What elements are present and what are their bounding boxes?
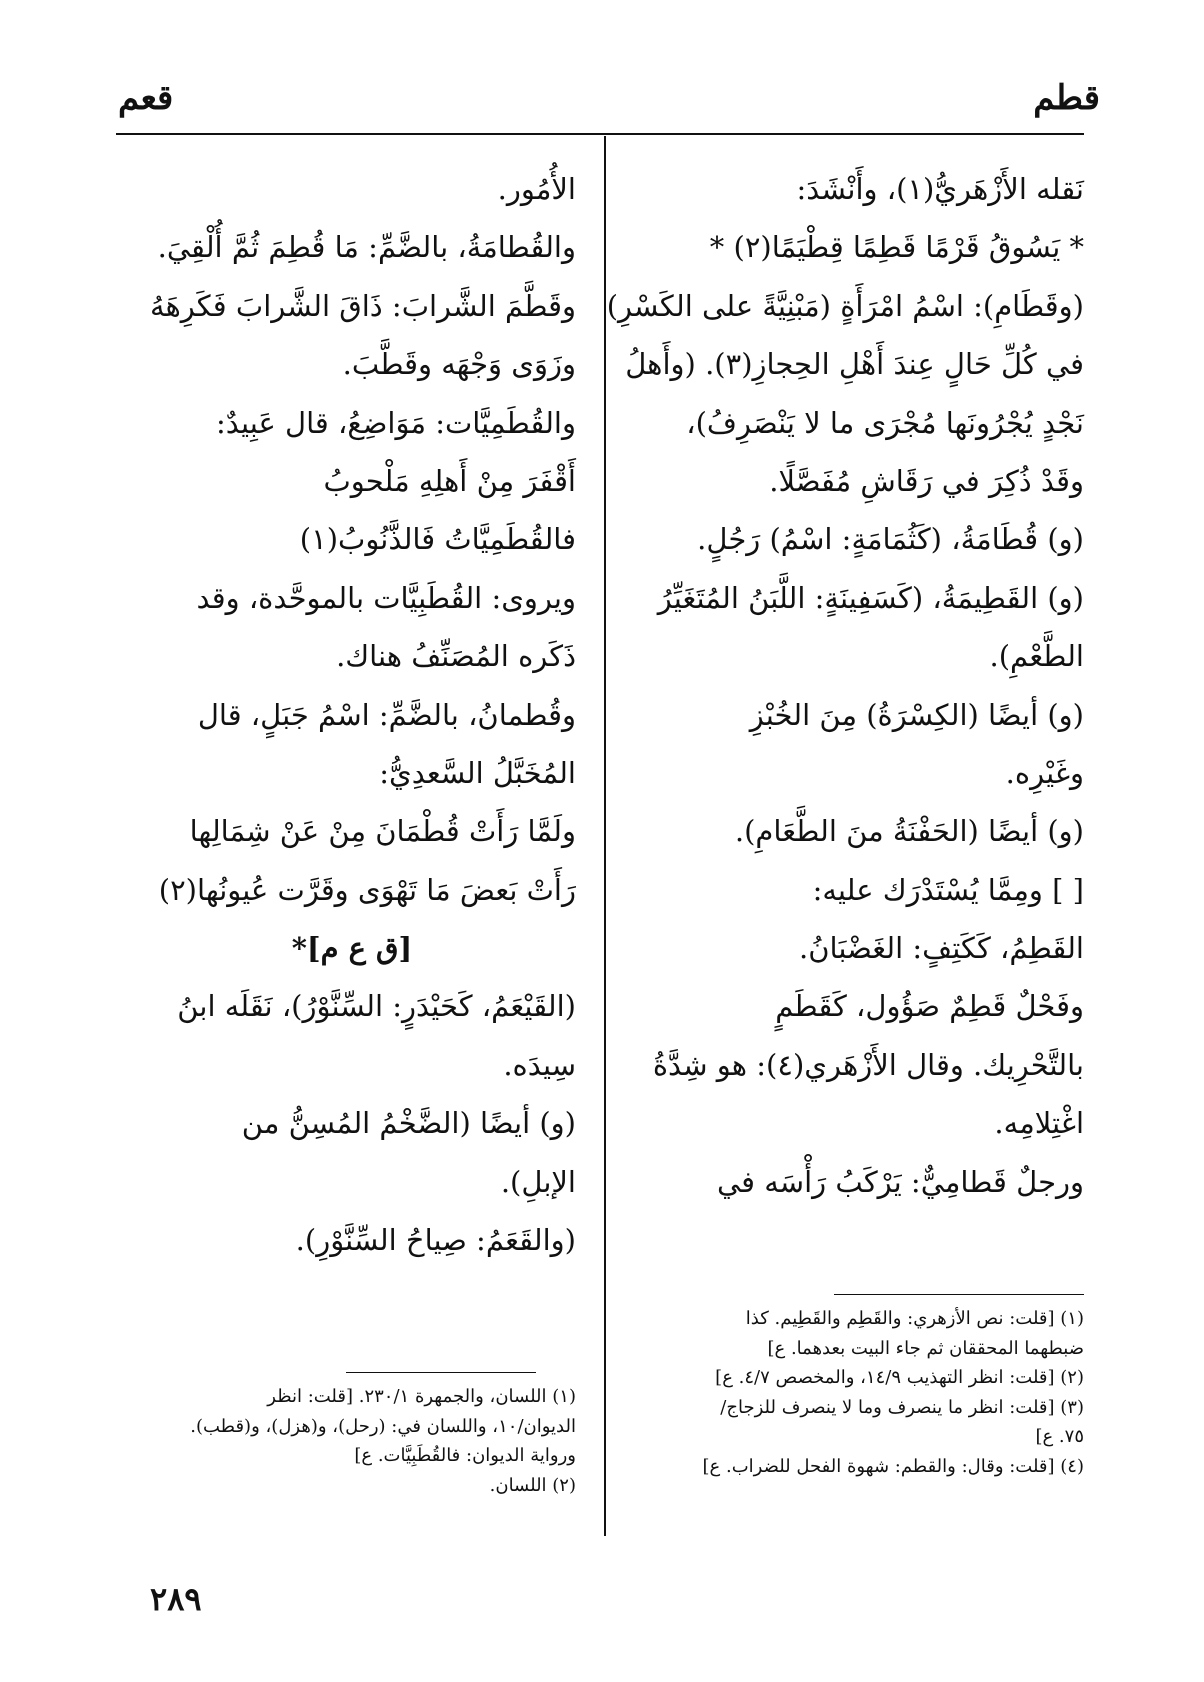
footnotes-right — [636, 1304, 1084, 1482]
text-line: [ ] ومِمَّا يُسْتَدْرَك عليه: — [812, 872, 1084, 907]
text-line: وزَوَى وَجْهَه وقَطَّبَ. — [342, 347, 576, 382]
column-divider — [604, 136, 606, 1536]
text-line: نَجْدٍ يُجْرُونَها مُجْرَى ما لا يَنْصَرِفُ)، — [686, 405, 1084, 440]
header-root-word-right: قطم — [1033, 78, 1100, 118]
text-line: القَطِمُ، كَكَتِفٍ: الغَضْبَانُ. — [799, 931, 1084, 966]
text-line: والقُطَمِيَّات: مَوَاضِعُ، قال عَبِيدٌ: — [216, 405, 576, 440]
header-rule — [116, 133, 1084, 135]
header-root-word-left: قعم — [118, 78, 174, 118]
text-line: (والقَعَمُ: صِياحُ السِّنَّوْرِ). — [295, 1223, 576, 1258]
text-line: (وقَطَامِ): اسْمُ امْرَأَةٍ (مَبْنِيَّةً على الكَسْرِ) — [606, 288, 1084, 323]
footnote-line: ضبطهما المحققان ثم جاء البيت بعدهما. ع] — [767, 1337, 1084, 1359]
text-line: * يَسُوقُ قَرْمًا قَطِمًا قِطْيَمًا(٢) * — [709, 230, 1084, 265]
text-line: المُخَبَّلُ السَّعدِيُّ: — [379, 755, 576, 790]
text-line: ويروى: القُطَبِيَّات بالموحَّدة، وقد — [196, 580, 576, 615]
page-number: ٢٨٩ — [150, 1580, 202, 1618]
text-line: (و) أيضًا (الكِسْرَةُ) مِنَ الخُبْزِ — [749, 697, 1084, 732]
verse-line: ولَمَّا رَأَتْ قُطْمَانَ مِنْ عَنْ شِمَالِها — [189, 814, 576, 849]
text-line: وفَحْلٌ قَطِمٌ صَؤُول، كَقَطَمٍ — [775, 989, 1084, 1024]
text-line: (و) قُطَامَةُ، (كَثُمَامَةٍ: اسْمُ) رَجُلٍ. — [697, 522, 1084, 557]
footnote-separator-left — [346, 1372, 536, 1373]
text-line: في كُلِّ حَالٍ عِندَ أَهْلِ الحِجازِ(٣). (وأَهلُ — [625, 347, 1084, 382]
text-line: والقُطامَةُ، بالضَّمِّ: مَا قُطِمَ ثُمَّ أُلْقِيَ. — [157, 230, 576, 265]
text-line: (و) أيضًا (الضَّخْمُ المُسِنُّ من — [241, 1106, 576, 1141]
text-line: وقَطَّمَ الشَّرابَ: ذَاقَ الشَّرابَ فَكَرِهَهُ — [149, 288, 576, 323]
footnote-line: (١) [قلت: نص الأزهري: والقَطِم والقَطِيم. كذا — [745, 1308, 1084, 1329]
text-line: سِيدَه. — [503, 1047, 576, 1082]
footnotes-left — [128, 1382, 576, 1500]
right-column — [606, 160, 1084, 1211]
text-line: وقَدْ ذُكِرَ في رَقَاشِ مُفَصَّلًا. — [769, 463, 1084, 498]
left-column — [128, 160, 576, 1269]
footnote-line: الديوان/١٠، واللسان في: (رحل)، و(هزل)، و(قطب). — [190, 1415, 576, 1437]
text-line: (و) القَطِيمَةُ، (كَسَفِينَةٍ: اللَّبَنُ المُتَغَيِّرُ — [657, 580, 1084, 615]
footnote-line: (٣) [قلت: انظر ما ينصرف وما لا ينصرف للزجاج/ — [720, 1396, 1084, 1418]
text-line: الأُمُور. — [497, 172, 576, 206]
footnote-line: (٤) [قلت: وقال: والقطم: شهوة الفحل للضراب. ع] — [702, 1455, 1084, 1477]
section-heading: [ق ع م]* — [291, 931, 413, 966]
text-line: الطَّعْمِ). — [989, 639, 1084, 674]
verse-line: فالقُطَمِيَّاتُ فَالذَّنُوبُ(١) — [299, 522, 576, 557]
footnote-line: (٢) اللسان. — [489, 1474, 576, 1496]
text-line: اغْتِلامِه. — [994, 1106, 1084, 1141]
footnote-line: ٧٥. ع] — [1035, 1426, 1084, 1448]
text-line: بالتَّحْرِيك. وقال الأَزْهَري(٤): هو شِدَّةُ — [652, 1047, 1084, 1082]
text-line: (و) أيضًا (الحَفْنَةُ منَ الطَّعَامِ). — [734, 814, 1084, 849]
text-line: وغَيْرِه. — [1005, 755, 1084, 790]
text-line: (القَيْعَمُ، كَحَيْدَرٍ: السِّنَّوْرُ)، نَقَلَه ابنُ — [177, 989, 576, 1024]
text-line: الإبلِ). — [500, 1164, 576, 1199]
text-line: نَقله الأَزْهَريُّ(١)، وأَنْشَدَ: — [796, 172, 1084, 206]
footnote-line: (١) اللسان، والجمهرة ٢٣٠/١. [قلت: انظر — [267, 1386, 576, 1407]
verse-line: رَأَتْ بَعضَ مَا تَهْوَى وقَرَّت عُيونُها(٢) — [158, 872, 576, 907]
footnote-line: (٢) [قلت: انظر التهذيب ١٤/٩، والمخصص ٤/٧. ع] — [715, 1367, 1084, 1389]
text-line: ذَكَره المُصَنِّفُ هناك. — [336, 639, 576, 674]
text-line: ورجلٌ قَطامِيٌّ: يَرْكَبُ رَأْسَه في — [716, 1164, 1084, 1199]
text-line: وقُطمانُ، بالضَّمِّ: اسْمُ جَبَلٍ، قال — [197, 697, 576, 732]
verse-line: أَقْفَرَ مِنْ أَهلِهِ مَلْحوبُ — [323, 463, 576, 498]
footnote-line: ورواية الديوان: فالقُطَبِيَّات. ع] — [354, 1445, 576, 1467]
footnote-separator-right — [834, 1294, 1084, 1295]
